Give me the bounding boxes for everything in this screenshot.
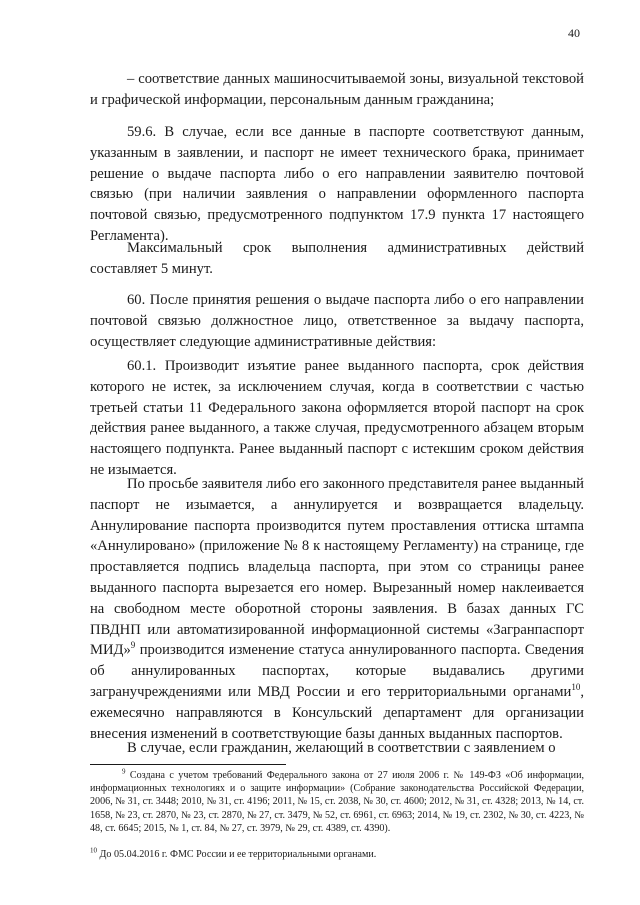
paragraph-data-compliance: – соответствие данных машиносчитываемой зоны, визуальной текстовой и графической информации, персональным данным гражданина; (90, 71, 584, 108)
footnote-9 (90, 769, 584, 835)
paragraph-cancellation-part2: производится изменение статуса аннулированного паспорта. Сведения об аннулированных паспортах, которые выдавались другими загранучреждениями или МВД России и его территориальными органами (90, 642, 584, 700)
paragraph-60-1: 60.1. Производит изъятие ранее выданного паспорта, срок действия которого не истек, за исключением случая, когда в соответствии с частью третьей статьи 11 Федерального закона оформляется второй паспорт на срок действия ранее выданного, а также случая, предусмотренного абзацем вторым настоящего подпункта. Ранее выданный паспорт с истекшим сроком действия не изымается. (90, 358, 584, 478)
footnote-10 (90, 848, 584, 861)
paragraph-cancellation-part3: , ежемесячно направляются в Консульский департамент для организации внесения изменений в соответствующие базы данных выданных паспортов. (90, 683, 584, 742)
footnote-10-mark: 10 (90, 846, 97, 855)
footnote-divider (90, 764, 286, 765)
footnote-9-mark: 9 (122, 767, 126, 776)
paragraph-max-time: Максимальный срок выполнения административных действий составляет 5 минут. (90, 240, 584, 277)
paragraph-cancellation (90, 474, 584, 744)
footnote-ref-9: 9 (130, 640, 136, 651)
page-number: 40 (568, 26, 580, 40)
paragraph-cancellation-part1: По просьбе заявителя либо его законного представителя ранее выданный паспорт не изымается, а аннулируется и возвращается владельцу. Аннулирование паспорта производится путем проставления оттиска штампа «Аннулировано» (приложение № 8 к настоящему Регламенту) на странице, где проставляется подпись владельца паспорта, при этом со страницы ранее выданного паспорта вырезается его номер. Вырезанный номер наклеивается на свободном месте оборотной стороны заявления. В базах данных ГС ПВДНП или автоматизированной информационной системы «Загранпаспорт МИД» (90, 476, 584, 659)
paragraph-continuation: В случае, если гражданин, желающий в соответствии с заявлением о (127, 740, 556, 756)
footnote-10-text: До 05.04.2016 г. ФМС России и ее территориальными органами. (97, 849, 377, 860)
paragraph-60: 60. После принятия решения о выдаче паспорта либо о его направлении почтовой связью должностное лицо, ответственное за выдачу паспорта, осуществляет следующие административные действия: (90, 292, 584, 350)
footnote-ref-10: 10 (571, 682, 581, 693)
footnote-9-text: Создана с учетом требований Федерального закона от 27 июля 2006 г. № 149-ФЗ «Об информации, информационных технологиях и о защите информации» (Собрание законодательства Российской Федерации, 2006, № 31, ст. 3448; 2010, № 31, ст. 4196; 2011, № 15, ст. 2038, № 30, ст. 4600; 2012, № 31, ст. 4328; 2013, № 14, ст. 1658, № 23, ст. 2870, № 23, ст. 2870, № 27, ст. 3479, № 52, ст. 6961, ст. 6963; 2014, № 19, ст. 2302, № 30, ст. 4223, № 48, ст. 6645; 2015, № 1, ст. 84, № 27, ст. 3979, № 29, ст. 4389, ст. 4390). (90, 770, 584, 834)
paragraph-59-6: 59.6. В случае, если все данные в паспорте соответствуют данным, указанным в заявлении, и паспорт не имеет технического брака, принимает решение о выдаче паспорта либо о его направлении заявителю почтовой связью (при наличии заявления о направлении оформленного паспорта почтовой связью, предусмотренного подпунктом 17.9 пункта 17 настоящего Регламента). (90, 124, 584, 244)
